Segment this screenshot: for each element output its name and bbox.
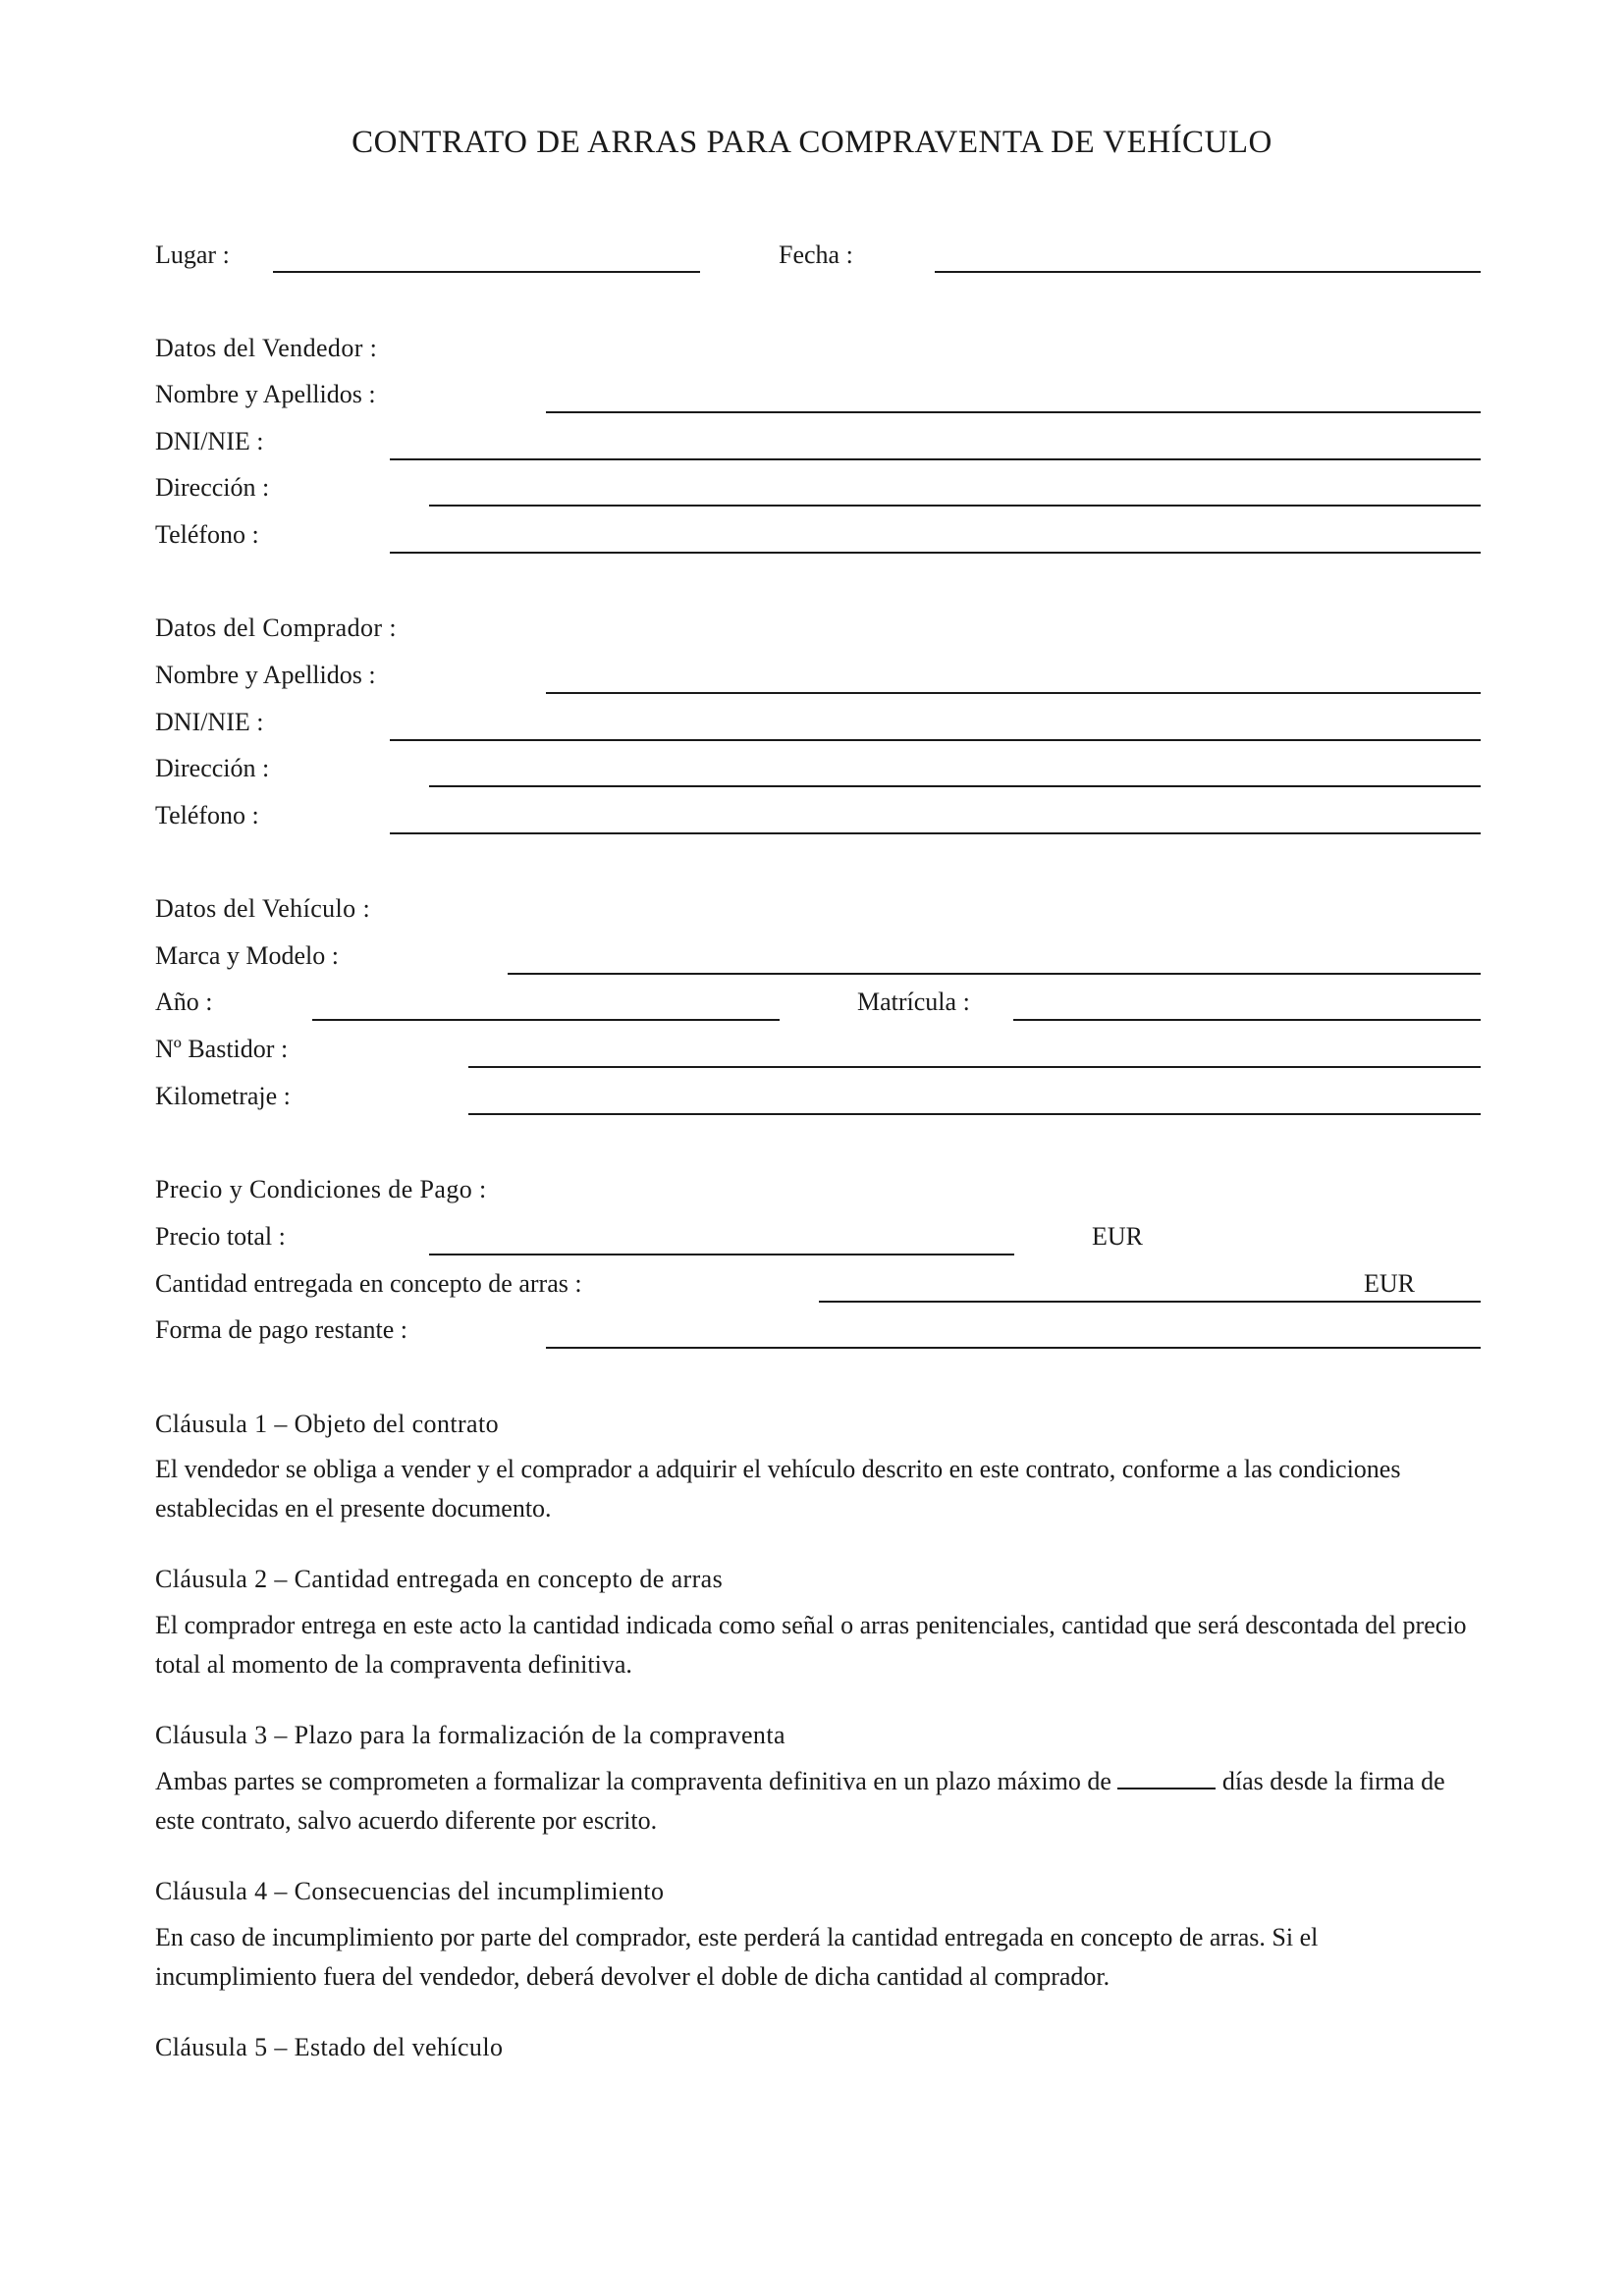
comprador-telefono-label: Teléfono : (155, 801, 259, 829)
comprador-dni-label: DNI/NIE : (155, 708, 264, 736)
clausula-4-title: Cláusula 4 – Consecuencias del incumplimiento (155, 1877, 665, 1905)
arras-field[interactable] (819, 1301, 1481, 1303)
clausula-1-text: El vendedor se obliga a vender y el comprador a adquirir el vehículo descrito en este contrato, conforme a las condiciones establecidas en el presente documento. (155, 1455, 1401, 1522)
arras-currency: EUR (1364, 1269, 1415, 1298)
comprador-nombre-field[interactable] (546, 692, 1481, 694)
vehiculo-kilometraje-field[interactable] (468, 1113, 1481, 1115)
forma-pago-label: Forma de pago restante : (155, 1315, 408, 1344)
vehiculo-bastidor-field[interactable] (468, 1066, 1481, 1068)
vehiculo-bastidor-label: Nº Bastidor : (155, 1035, 289, 1063)
vehiculo-marca-label: Marca y Modelo : (155, 941, 340, 970)
vendedor-direccion-label: Dirección : (155, 473, 270, 502)
comprador-direccion-field[interactable] (429, 785, 1481, 787)
vendedor-heading: Datos del Vendedor : (155, 334, 378, 362)
precio-total-currency: EUR (1092, 1222, 1143, 1251)
comprador-dni-field[interactable] (390, 739, 1481, 741)
fecha-field[interactable] (935, 271, 1481, 273)
clausula-3-text (155, 1762, 1481, 1841)
clausula-3-text-before: Ambas partes se comprometen a formalizar la compraventa definitiva en un plazo máximo de (155, 1767, 1111, 1795)
vendedor-direccion-field[interactable] (429, 505, 1481, 507)
document-title: CONTRATO DE ARRAS PARA COMPRAVENTA DE VEHÍCULO (352, 125, 1272, 160)
vehiculo-matricula-field[interactable] (1013, 1019, 1481, 1021)
comprador-heading: Datos del Comprador : (155, 614, 397, 642)
plazo-dias-field[interactable] (1117, 1768, 1216, 1789)
comprador-nombre-label: Nombre y Apellidos : (155, 661, 376, 689)
vendedor-nombre-field[interactable] (546, 411, 1481, 413)
vendedor-dni-label: DNI/NIE : (155, 427, 264, 455)
arras-label: Cantidad entregada en concepto de arras : (155, 1269, 582, 1298)
vehiculo-anio-label: Año : (155, 988, 213, 1016)
lugar-field[interactable] (273, 271, 700, 273)
vehiculo-matricula-label: Matrícula : (857, 988, 970, 1016)
comprador-direccion-label: Dirección : (155, 754, 270, 782)
vendedor-telefono-field[interactable] (390, 552, 1481, 554)
lugar-label: Lugar : (155, 240, 230, 269)
vehiculo-heading: Datos del Vehículo : (155, 894, 371, 923)
precio-total-field[interactable] (429, 1254, 1014, 1255)
vehiculo-anio-field[interactable] (312, 1019, 780, 1021)
vendedor-telefono-label: Teléfono : (155, 520, 259, 549)
comprador-telefono-field[interactable] (390, 832, 1481, 834)
precio-total-label: Precio total : (155, 1222, 286, 1251)
vendedor-nombre-label: Nombre y Apellidos : (155, 380, 376, 408)
vehiculo-marca-field[interactable] (508, 973, 1481, 975)
clausula-3-title: Cláusula 3 – Plazo para la formalización de la compraventa (155, 1721, 785, 1749)
clausula-5-title: Cláusula 5 – Estado del vehículo (155, 2033, 504, 2061)
vehiculo-kilometraje-label: Kilometraje : (155, 1082, 291, 1110)
clausula-2-title: Cláusula 2 – Cantidad entregada en concepto de arras (155, 1565, 724, 1593)
clausula-4-text: En caso de incumplimiento por parte del comprador, este perderá la cantidad entregada en concepto de arras. Si el incumplimiento fuera del vendedor, deberá devolver el doble de dicha cantidad al comprador. (155, 1923, 1319, 1991)
clausula-1-title: Cláusula 1 – Objeto del contrato (155, 1410, 499, 1438)
forma-pago-field[interactable] (546, 1347, 1481, 1349)
clausula-2-text: El comprador entrega en este acto la cantidad indicada como señal o arras penitenciales, cantidad que será descontada del precio total al momento de la compraventa definitiva. (155, 1611, 1467, 1679)
fecha-label: Fecha : (779, 240, 853, 269)
clausula-3-text-after: días desde la firma de este contrato, salvo acuerdo diferente por escrito. (155, 1767, 1445, 1835)
vendedor-dni-field[interactable] (390, 458, 1481, 460)
pago-heading: Precio y Condiciones de Pago : (155, 1175, 487, 1203)
